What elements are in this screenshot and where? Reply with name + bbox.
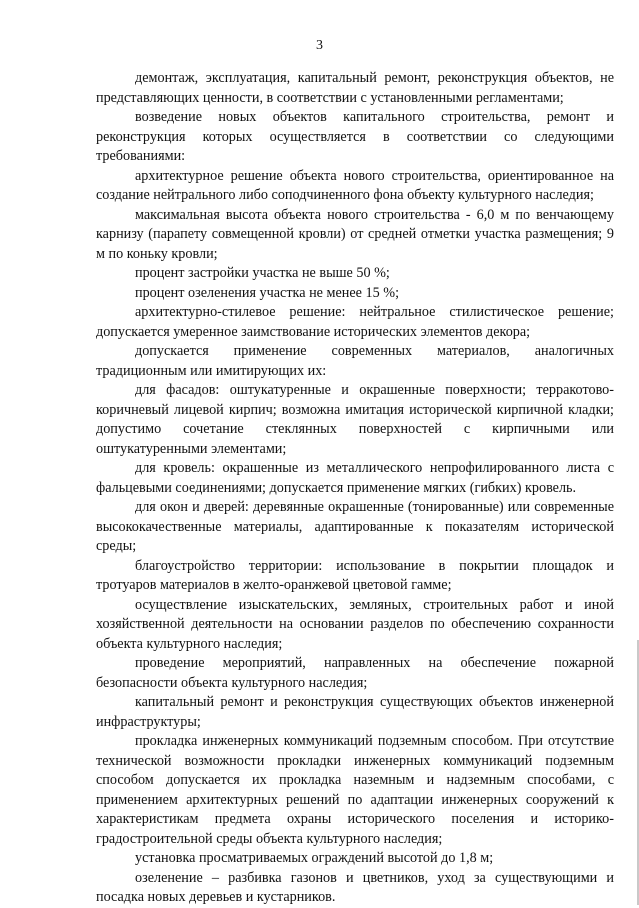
paragraph-fences: установка просматриваемых ограждений высотой до 1,8 м; (135, 850, 494, 866)
paragraph-infrastructure-repair: капитальный ремонт и реконструкция существующих объектов инженерной инфраструктуры; (96, 694, 614, 730)
paragraph-new-construction: возведение новых объектов капитального строительства, ремонт и реконструкция которых осуществляется в соответствии со следующими требованиями: (96, 109, 614, 164)
paragraph-landscaping: благоустройство территории: использование в покрытии площадок и тротуаров материалов в желто-оранжевой цветовой гамме; (96, 557, 614, 593)
paragraph-building-percent: процент застройки участка не выше 50 %; (135, 265, 390, 281)
paragraph-modern-materials: допускается применение современных материалов, аналогичных традиционным или имитирующих их: (96, 343, 614, 379)
paragraph-windows-doors: для окон и дверей: деревянные окрашенные (тонированные) или современные высококачественные материалы, адаптированные к показателям исторической среды; (96, 499, 614, 554)
paragraph-style-solution: архитектурно-стилевое решение: нейтральное стилистическое решение; допускается умеренное заимствование исторических элементов декора; (96, 304, 614, 340)
paragraph-architectural-solution: архитектурное решение объекта нового строительства, ориентированное на создание нейтрального либо соподчиненного фона объекту культурного наследия; (96, 167, 614, 203)
paragraph-facades: для фасадов: оштукатуренные и окрашенные поверхности; терракотово-коричневый лицевой кирпич; возможна имитация исторической кирпичной кладки; допустимо сочетание стеклянных поверхностей с кирпичными или оштукатуренными элементами; (96, 382, 614, 457)
paragraph-fire-safety: проведение мероприятий, направленных на обеспечение пожарной безопасности объекта культурного наследия; (96, 655, 614, 691)
paragraph-max-height: максимальная высота объекта нового строительства - 6,0 м по венчающему карнизу (парапету совмещенной кровли) от средней отметки участка размещения; 9 м по коньку кровли; (96, 206, 614, 262)
paragraph-utility-laying: прокладка инженерных коммуникаций подземным способом. При отсутствие технической возможности прокладки инженерных коммуникаций подземным способом допускается их прокладка наземным и надземным способами, с применением архитектурных решений по адаптации инженерных сооружений к характеристикам предмета охраны исторического поселения и историко-градостроительной среды объекта культурного наследия; (96, 733, 614, 847)
page-number: 3 (316, 38, 323, 53)
paragraph-greenery-percent: процент озеленения участка не менее 15 %; (135, 284, 400, 301)
paragraph-demolition: демонтаж, эксплуатация, капитальный ремонт, реконструкция объектов, не представляющих ценности, в соответствии с установленными регламентами; (96, 70, 614, 106)
document-body (96, 69, 614, 908)
paragraph-survey-works: осуществление изыскательских, земляных, строительных работ и иной хозяйственной деятельности на основании разделов по обеспечению сохранности объекта культурного наследия; (96, 596, 614, 652)
paragraph-greening: озеленение – разбивка газонов и цветников, уход за существующими и посадка новых деревьев и кустарников. (96, 869, 614, 905)
paragraph-roofs: для кровель: окрашенные из металлического непрофилированного листа с фальцевыми соединениями; допускается применение мягких (гибких) кровель. (96, 460, 614, 496)
